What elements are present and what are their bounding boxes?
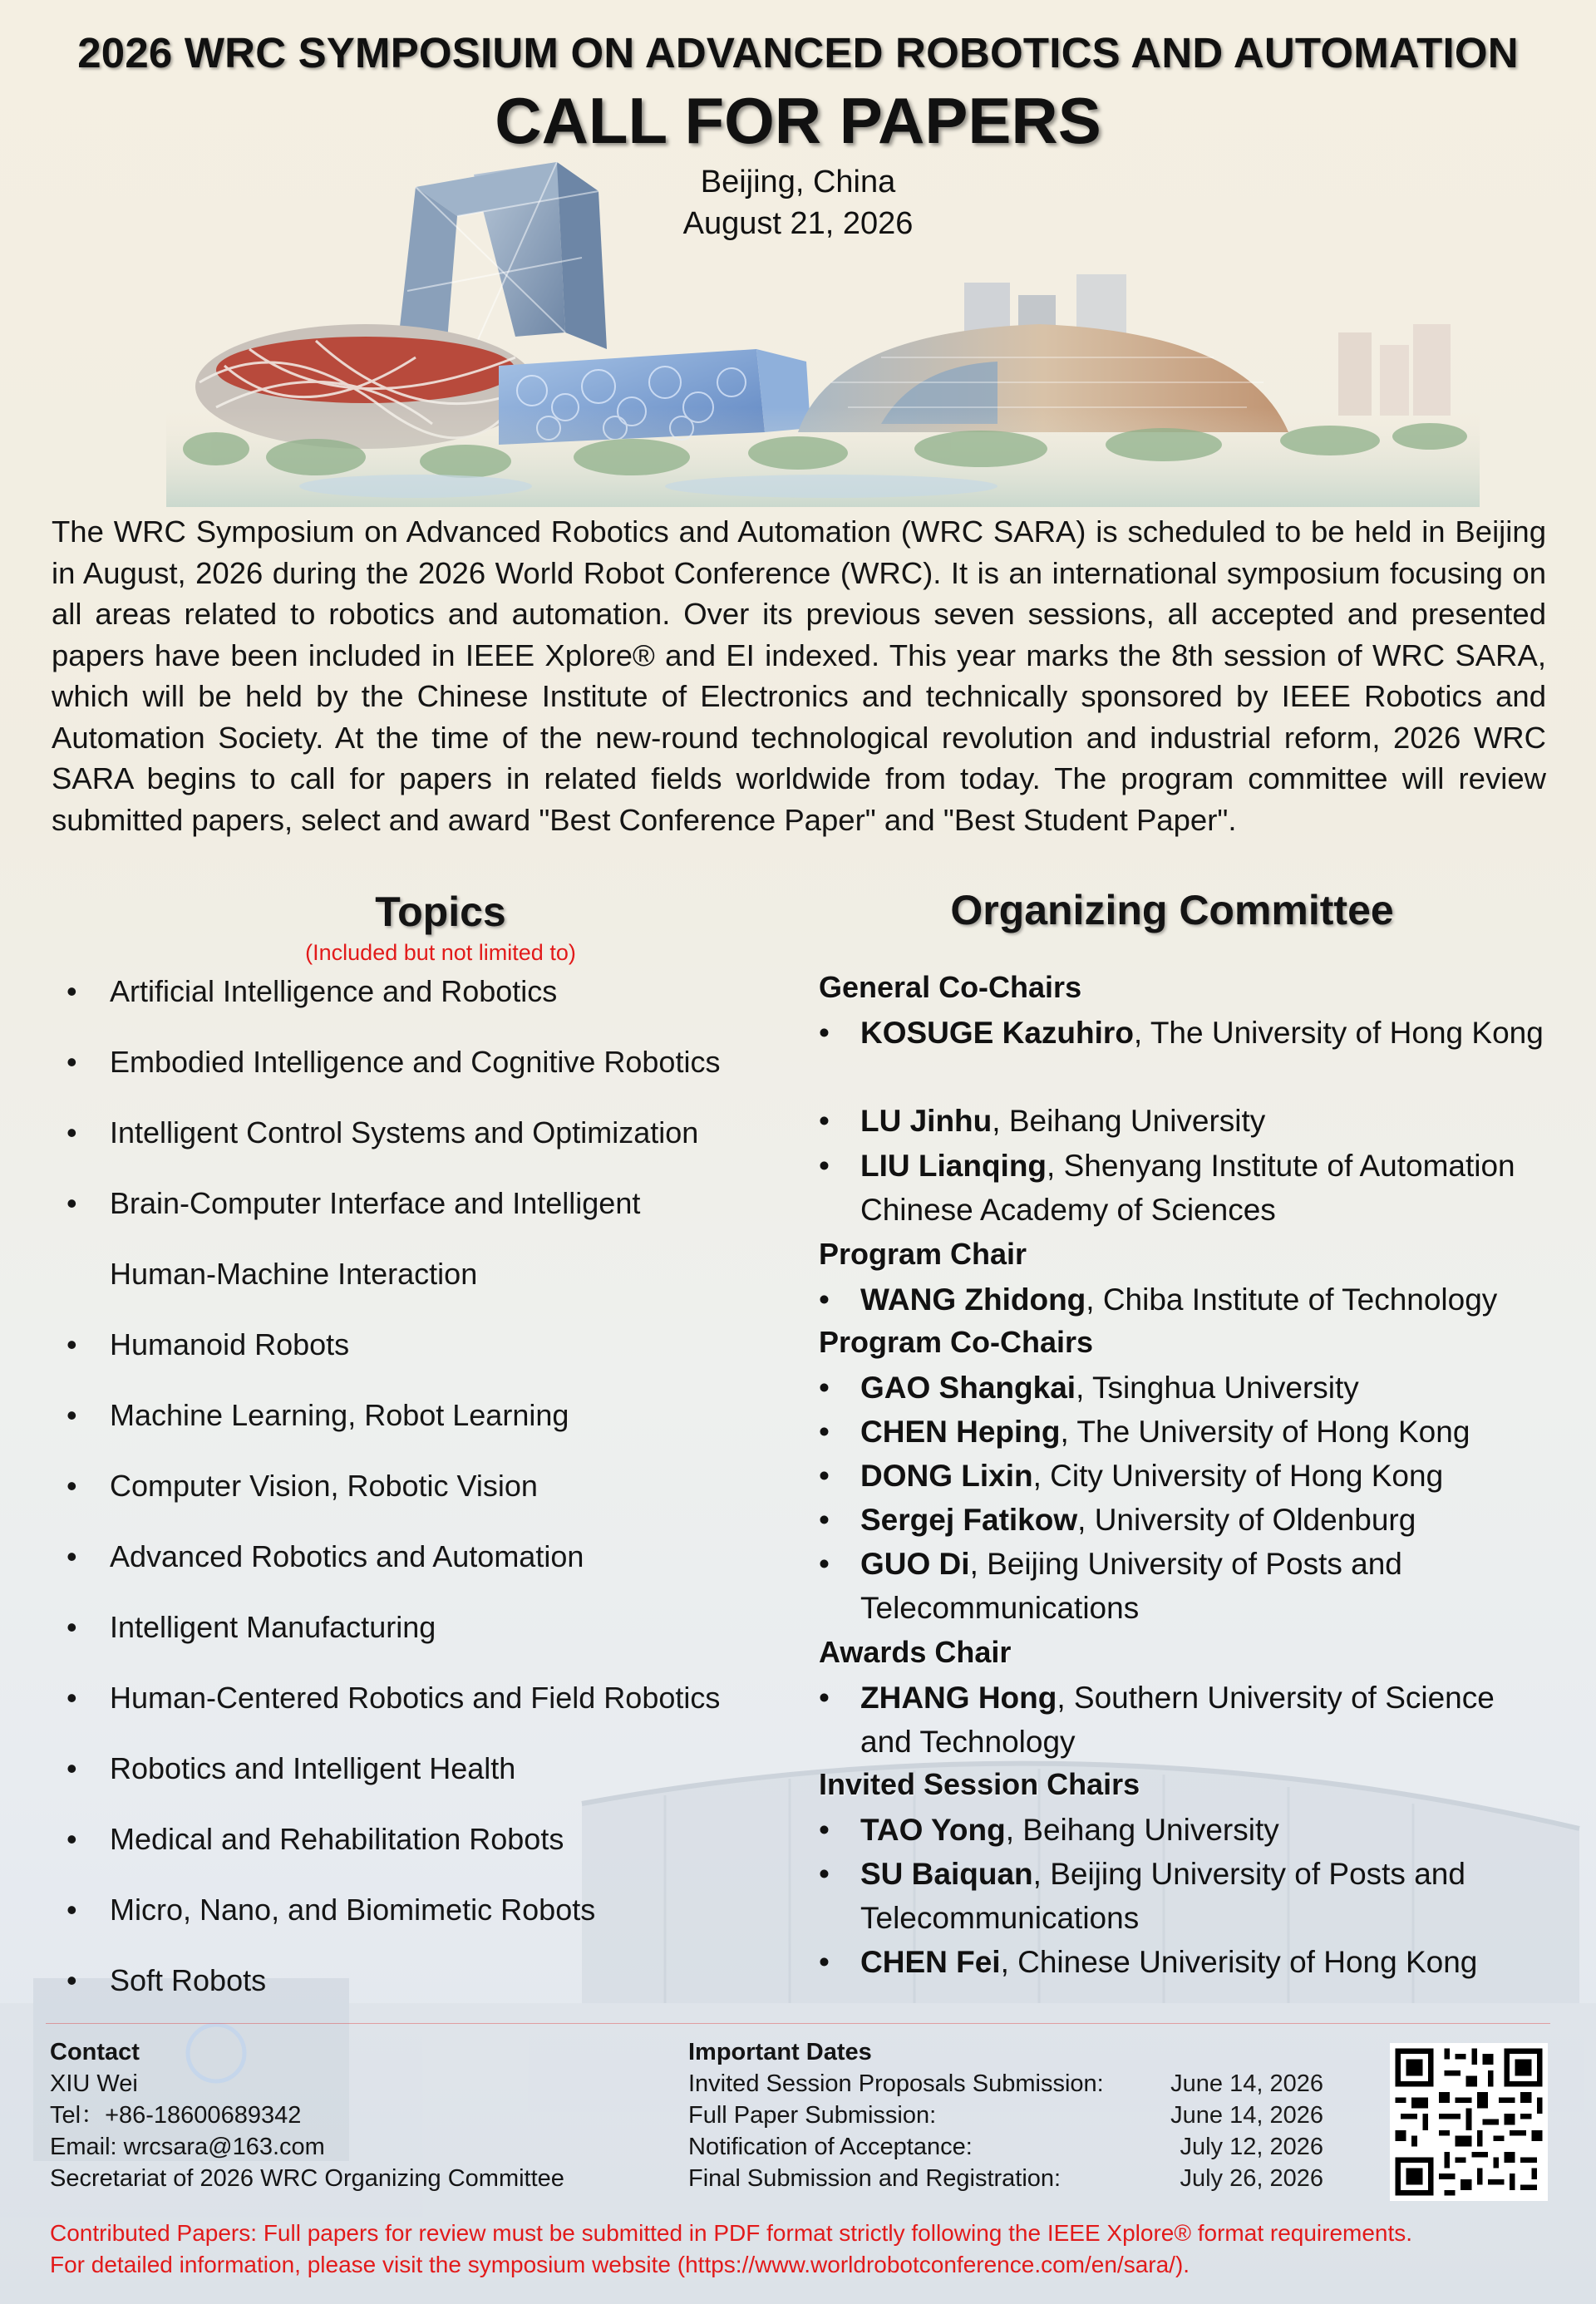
committee-group-title: Program Co-Chairs bbox=[819, 1325, 1094, 1359]
contact-tel: Tel：+86-18600689342 bbox=[50, 2102, 302, 2129]
submission-requirements: Contributed Papers: Full papers for review must be submitted in PDF format strictly following the IEEE Xplore® format requirements. bbox=[50, 2220, 1413, 2246]
topics-title: Topics bbox=[375, 889, 506, 935]
symposium-title: 2026 WRC SYMPOSIUM ON ADVANCED ROBOTICS AND AUTOMATION bbox=[77, 29, 1519, 76]
topics-note: (Included but not limited to) bbox=[305, 940, 576, 965]
committee-group-title: Awards Chair bbox=[819, 1635, 1012, 1669]
date-label: Invited Session Proposals Submission: bbox=[688, 2070, 1104, 2097]
contact-org: Secretariat of 2026 WRC Organizing Committee bbox=[50, 2165, 564, 2192]
date-label: Final Submission and Registration: bbox=[688, 2165, 1062, 2192]
committee-group-title: General Co-Chairs bbox=[819, 970, 1082, 1004]
committee-title: Organizing Committee bbox=[950, 887, 1394, 933]
dates-title: Important Dates bbox=[688, 2039, 872, 2065]
date-value: July 12, 2026 bbox=[1180, 2134, 1323, 2160]
event-location: Beijing, China bbox=[700, 165, 896, 199]
date-value: July 26, 2026 bbox=[1180, 2165, 1323, 2192]
date-label: Full Paper Submission: bbox=[688, 2102, 937, 2129]
call-for-papers-title: CALL FOR PAPERS bbox=[495, 84, 1101, 157]
date-value: June 14, 2026 bbox=[1170, 2070, 1323, 2097]
contact-name: XIU Wei bbox=[50, 2070, 138, 2097]
contact-title: Contact bbox=[50, 2039, 140, 2065]
committee-group-title: Program Chair bbox=[819, 1237, 1027, 1271]
divider bbox=[46, 2023, 1550, 2024]
qr-code-icon[interactable] bbox=[1390, 2043, 1548, 2201]
date-label: Notification of Acceptance: bbox=[688, 2134, 973, 2160]
beijing-skyline-illustration bbox=[166, 158, 1480, 507]
committee-group-title: Invited Session Chairs bbox=[819, 1767, 1140, 1801]
intro-paragraph: The WRC Symposium on Advanced Robotics and Automation (WRC SARA) is scheduled to be held in Beijing in August, 2026 during the 2026 World Robot Conference (WRC). It is an international symposium focusing on all areas related to robotics and automation. Over its previous seven sessions, all accepted and presented papers have been included in IEEE Xplore® and EI indexed. This year marks the 8th session of WRC SARA, which will be held by the Chinese Institute of Electronics and technically sponsored by IEEE Robotics and Automation Society. At the time of the new-round technological revolution and industrial reform, 2026 WRC SARA begins to call for papers in related fields worldwide from today. The program committee will review submitted papers, select and award "Best Conference Paper" and "Best Student Paper". bbox=[52, 514, 1546, 837]
website-info: For detailed information, please visit the symposium website (https://www.worldrobotconference.com/en/sara/). bbox=[50, 2252, 1190, 2277]
date-value: June 14, 2026 bbox=[1170, 2102, 1323, 2129]
event-date: August 21, 2026 bbox=[682, 206, 914, 241]
contact-email: Email: wrcsara@163.com bbox=[50, 2134, 325, 2160]
